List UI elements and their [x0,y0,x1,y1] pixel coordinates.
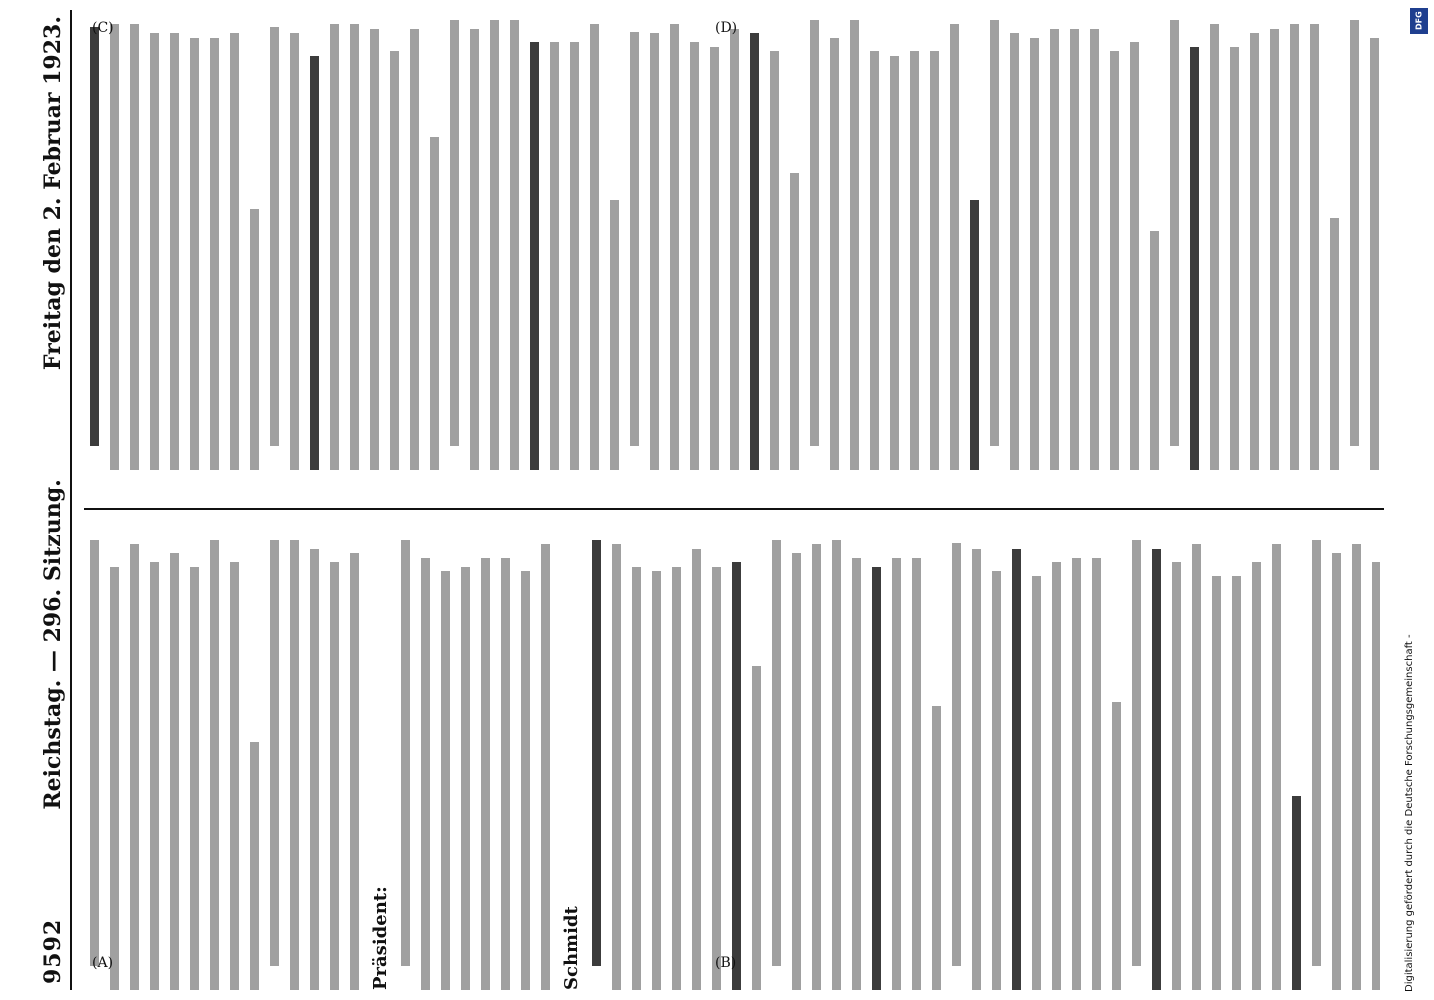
text-line [90,28,99,447]
session-title: Reichstag. — 296. Sitzung. [40,479,66,810]
text-line [812,545,821,991]
text-line [170,34,179,471]
text-line [570,43,579,471]
text-line [772,540,781,966]
text-line [290,34,299,471]
text-line [330,563,339,991]
text-line [1152,549,1161,990]
text-line [890,56,899,470]
text-line [1310,25,1319,471]
text-line [990,20,999,446]
text-line [612,545,621,991]
page-number: 9592 [40,918,66,984]
text-line [130,25,139,471]
text-line [970,200,979,470]
text-line [190,567,199,990]
dfg-logo: DFG [1410,8,1428,34]
text-line [250,743,259,991]
text-line [501,558,510,990]
text-line [210,38,219,470]
text-line [1172,563,1181,991]
text-line [1352,545,1361,991]
session-date: Freitag den 2. Februar 1923. [40,16,66,371]
text-line [290,540,299,990]
text-line [1350,20,1359,446]
text-line [1092,558,1101,990]
text-line [852,558,861,990]
credit-text: Digitalisierung gefördert durch die Deutsche Forschungsgemeinschaft - [1404,634,1415,992]
text-line [1132,540,1141,966]
text-line [310,549,319,990]
text-line [1070,29,1079,470]
text-line [230,563,239,991]
text-line [521,572,530,991]
text-line [1112,702,1121,990]
text-line [270,540,279,966]
text-line [1090,29,1099,470]
text-line [730,29,739,470]
text-line [872,567,881,990]
rotated-page [20,10,1400,990]
text-line [910,52,919,471]
text-line [672,567,681,990]
text-line [830,38,839,470]
text-line [110,567,119,990]
margin-marker-c: (C) [92,20,114,36]
column-divider [84,508,1384,510]
text-line [1150,232,1159,471]
text-line [370,29,379,470]
text-line [510,20,519,470]
text-line [1292,797,1301,991]
text-line [750,34,759,471]
left-column [90,540,1380,990]
right-column [90,20,1380,470]
text-line [952,543,961,966]
text-line [541,545,550,991]
margin-marker-a: (A) [92,955,114,971]
text-line [1370,38,1379,470]
text-line [1010,34,1019,471]
text-line [310,56,319,470]
margin-marker-b: (B) [715,955,737,971]
text-line [630,32,639,446]
text-line [972,549,981,990]
text-line [350,554,359,991]
text-line [530,43,539,471]
text-line [390,52,399,471]
text-line [430,137,439,470]
text-line [461,567,470,990]
text-line [1232,576,1241,990]
text-line [1272,545,1281,991]
text-line [130,545,139,991]
text-line [421,558,430,990]
text-line [1372,563,1380,991]
speaker-label: Präsident: [370,886,391,990]
text-line [590,25,599,471]
text-line [110,25,119,471]
margin-marker-d: (D) [715,20,738,36]
text-line [150,563,159,991]
text-line [1110,52,1119,471]
text-line [490,20,499,470]
text-line [350,25,359,471]
text-line [1212,576,1221,990]
text-line [441,572,450,991]
text-line [470,29,479,470]
text-line [250,209,259,470]
text-line [632,567,641,990]
text-line [170,554,179,991]
speaker-label: Schmidt [561,906,582,990]
text-line [712,567,721,990]
text-line [810,20,819,446]
text-line [1032,576,1041,990]
text-line [210,540,219,990]
text-line [410,29,419,470]
text-line [710,47,719,470]
text-line [1332,554,1341,991]
text-line [692,549,701,990]
text-line [912,558,921,990]
text-line [1192,545,1201,991]
text-line [1230,47,1239,470]
text-line [550,43,559,471]
text-line [652,572,661,991]
text-line [850,20,859,470]
text-line [870,52,879,471]
text-line [1252,563,1261,991]
text-line [450,20,459,446]
text-line [610,200,619,470]
text-line [1052,563,1061,991]
text-line [892,558,901,990]
text-line [481,558,490,990]
text-line [1012,549,1021,990]
text-line [1330,218,1339,470]
text-line [790,173,799,470]
text-line [1030,38,1039,470]
text-line [270,28,279,447]
text-line [650,34,659,471]
text-line [330,25,339,471]
text-line [1270,29,1279,470]
text-line [1210,25,1219,471]
text-line [752,666,761,990]
text-line [950,25,959,471]
text-line [401,540,410,966]
digitization-credit [1404,8,1424,992]
text-line [690,43,699,471]
text-line [150,34,159,471]
text-line [1312,540,1321,966]
text-line [792,554,801,991]
text-line [930,52,939,471]
text-line [592,540,601,966]
text-line [1190,47,1199,470]
text-line [992,572,1001,991]
text-line [832,540,841,990]
text-line [1050,29,1059,470]
text-line [230,34,239,471]
page-header [20,10,72,990]
text-line [932,707,941,991]
text-line [190,38,199,470]
text-line [1130,43,1139,471]
text-line [1250,34,1259,471]
text-line [670,25,679,471]
text-line [1072,558,1081,990]
text-line [90,540,99,966]
text-line [770,52,779,471]
text-line [732,563,741,991]
text-line [1290,25,1299,471]
text-line [1170,20,1179,446]
